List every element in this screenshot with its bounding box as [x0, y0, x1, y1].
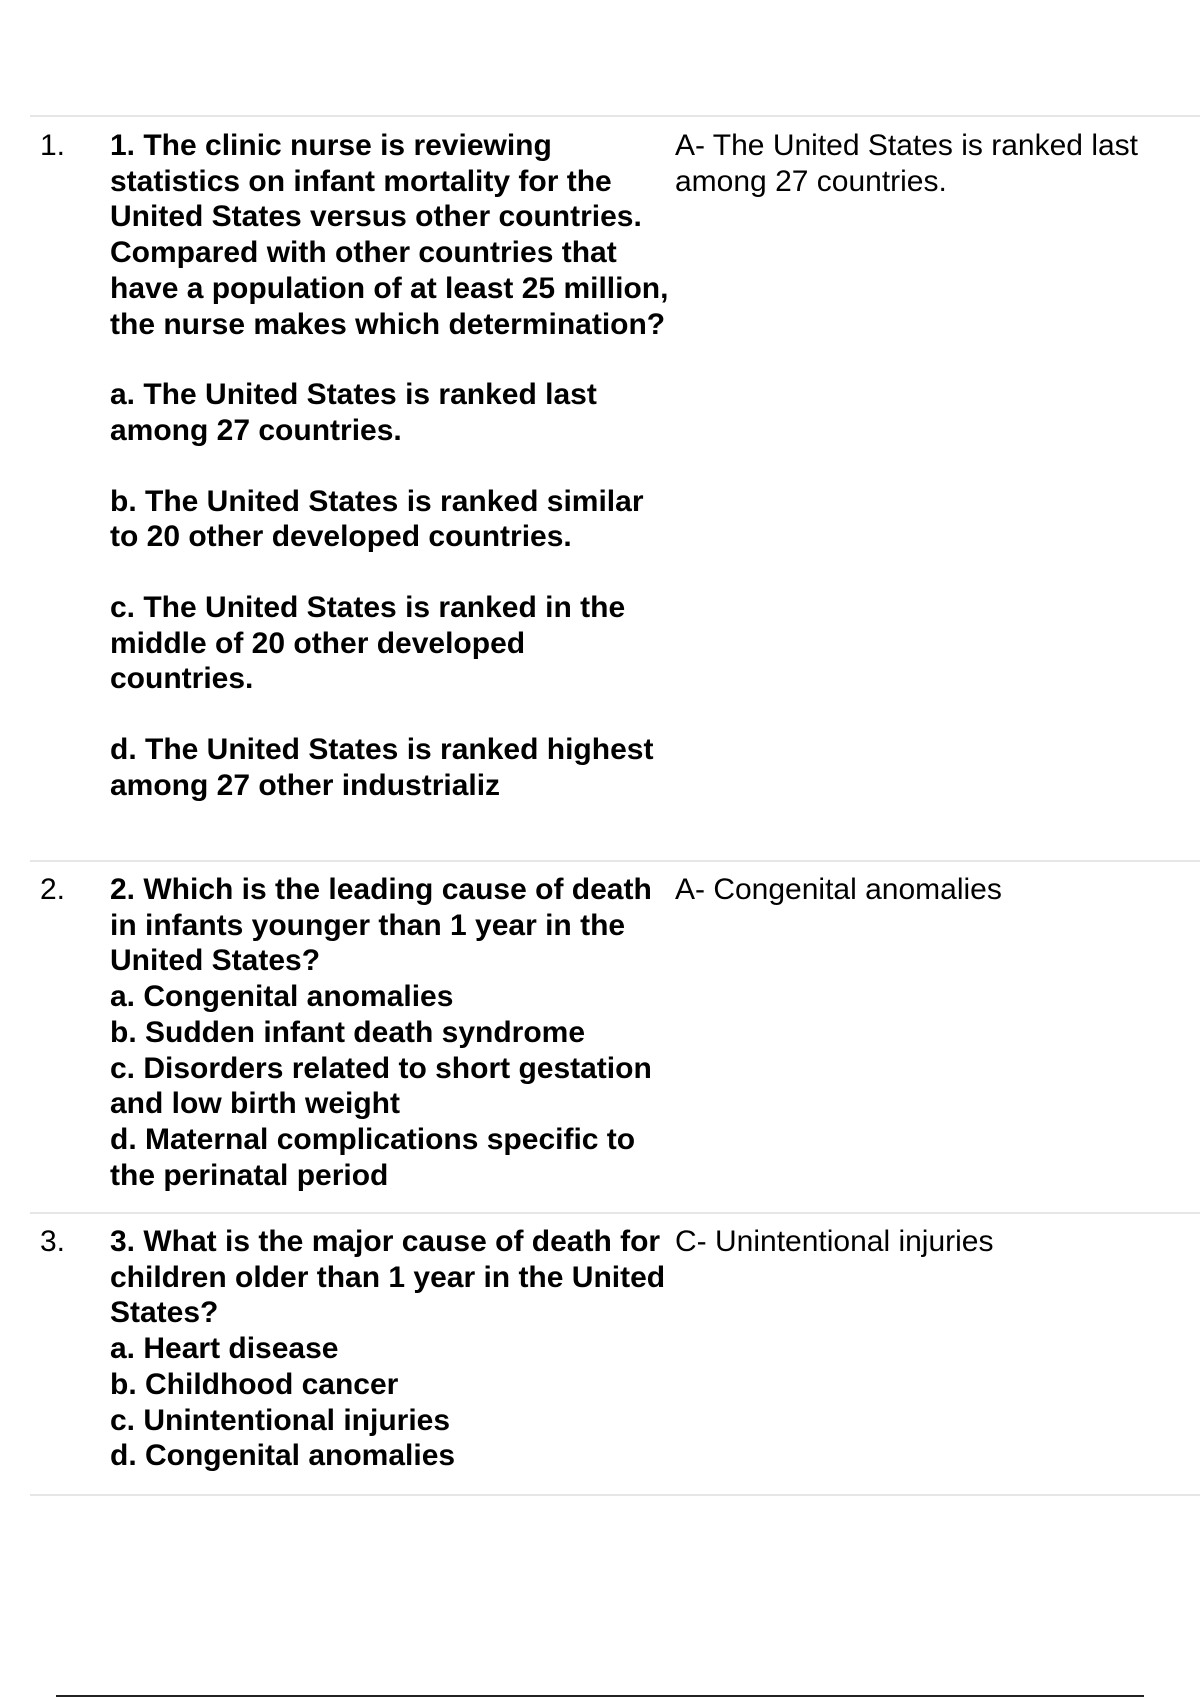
option-b: b. Childhood cancer	[110, 1367, 399, 1401]
row-divider	[30, 860, 1200, 862]
option-c: c. Unintentional injuries	[110, 1403, 451, 1437]
row-divider-bottom	[30, 1494, 1200, 1496]
question-block	[110, 1224, 670, 1474]
question-block	[110, 872, 670, 1193]
item-number: 1.	[40, 129, 66, 162]
question-text: 2. Which is the leading cause of death in infants younger than 1 year in the United States?	[110, 873, 652, 978]
row-divider-top	[30, 115, 1200, 117]
question-block	[110, 128, 670, 804]
answer-text: A- Congenital anomalies	[675, 873, 1002, 906]
option-a: a. Heart disease	[110, 1332, 339, 1366]
item-number: 3.	[40, 1225, 66, 1258]
option-a: a. The United States is ranked last among 27 countries.	[110, 378, 597, 447]
answer-text: A- The United States is ranked last among 27 countries.	[675, 129, 1139, 198]
option-a: a. Congenital anomalies	[110, 980, 454, 1014]
question-text: 3. What is the major cause of death for children older than 1 year in the United States?	[110, 1225, 666, 1330]
option-b: b. Sudden infant death syndrome	[110, 1015, 586, 1049]
answer-text: C- Unintentional injuries	[675, 1225, 994, 1258]
option-d: d. Congenital anomalies	[110, 1439, 456, 1473]
row-divider	[30, 1212, 1200, 1214]
question-text: 1. The clinic nurse is reviewing statistics on infant mortality for the United States versus other countries. Compared with other countries that have a population of at least 25 million, the nurse makes which determination?	[110, 129, 669, 341]
option-b: b. The United States is ranked similar to 20 other developed countries.	[110, 484, 644, 554]
option-d: d. The United States is ranked highest among 27 other industrializ	[110, 733, 654, 802]
option-c: c. The United States is ranked in the middle of 20 other developed countries.	[110, 591, 626, 696]
option-c: c. Disorders related to short gestation and low birth weight	[110, 1051, 652, 1121]
option-d: d. Maternal complications specific to the perinatal period	[110, 1122, 636, 1192]
item-number: 2.	[40, 873, 66, 906]
footer-line	[56, 1695, 1144, 1697]
